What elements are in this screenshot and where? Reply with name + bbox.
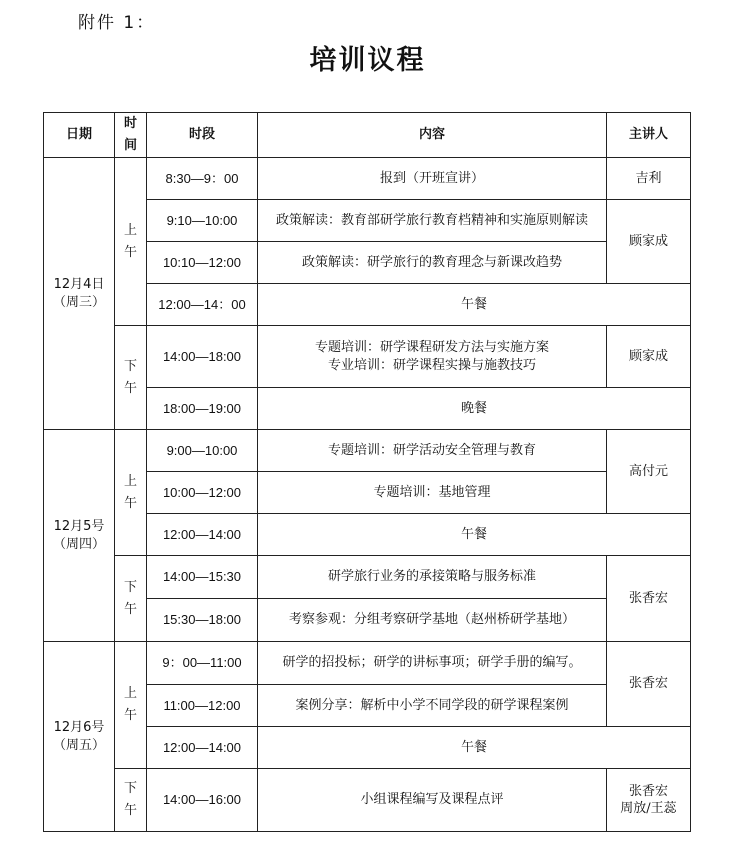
- table-row: [44, 430, 691, 472]
- slot-cell: 8:30—9：00: [147, 158, 258, 200]
- attachment-label: 附件 1：: [78, 13, 156, 33]
- day2-am: 上午: [115, 430, 147, 556]
- content-cell: 案例分享：解析中小学不同学段的研学课程案例: [258, 685, 607, 727]
- meal-cell: 午餐: [258, 514, 691, 556]
- content-cell: 专题培训：研学课程研发方法与实施方案 专业培训：研学课程实操与施教技巧: [258, 326, 607, 388]
- speaker-cell: 张香宏: [607, 642, 691, 727]
- content-cell: 小组课程编写及课程点评: [258, 769, 607, 832]
- day3-am: 上午: [115, 642, 147, 769]
- day2-pm: 下午: [115, 556, 147, 642]
- content-cell: 政策解读：研学旅行的教育理念与新课改趋势: [258, 242, 607, 284]
- content-cell: 研学旅行业务的承接策略与服务标准: [258, 556, 607, 599]
- slot-cell: 9:00—10:00: [147, 430, 258, 472]
- table-row: [44, 556, 691, 599]
- day3-pm: 下午: [115, 769, 147, 832]
- content-cell: 专题培训：研学活动安全管理与教育: [258, 430, 607, 472]
- content-cell: 政策解读：教育部研学旅行教育档精神和实施原则解读: [258, 200, 607, 242]
- header-row: [44, 113, 691, 158]
- header-half: 时间: [115, 113, 147, 158]
- slot-cell: 12:00—14:00: [147, 727, 258, 769]
- slot-cell: 9:10—10:00: [147, 200, 258, 242]
- slot-cell: 10:00—12:00: [147, 472, 258, 514]
- content-cell: 研学的招投标；研学的讲标事项；研学手册的编写。: [258, 642, 607, 685]
- header-slot: 时段: [147, 113, 258, 158]
- header-content: 内容: [258, 113, 607, 158]
- table-row: [44, 642, 691, 685]
- day1-date: 12月4日 （周三）: [44, 158, 115, 430]
- slot-cell: 9：00—11:00: [147, 642, 258, 685]
- slot-cell: 12:00—14：00: [147, 284, 258, 326]
- slot-cell: 12:00—14:00: [147, 514, 258, 556]
- header-speaker: 主讲人: [607, 113, 691, 158]
- slot-cell: 18:00—19:00: [147, 388, 258, 430]
- agenda-table: [43, 112, 691, 832]
- day3-date: 12月6号 （周五）: [44, 642, 115, 832]
- table-row: [44, 326, 691, 388]
- header-date: 日期: [44, 113, 115, 158]
- day1-am: 上午: [115, 158, 147, 326]
- content-cell: 报到（开班宣讲）: [258, 158, 607, 200]
- table-row: [44, 158, 691, 200]
- page-title: 培训议程: [309, 45, 426, 76]
- slot-cell: 14:00—18:00: [147, 326, 258, 388]
- slot-cell: 10:10—12:00: [147, 242, 258, 284]
- slot-cell: 11:00—12:00: [147, 685, 258, 727]
- slot-cell: 14:00—16:00: [147, 769, 258, 832]
- content-cell: 专题培训：基地管理: [258, 472, 607, 514]
- speaker-cell: 张香宏: [607, 556, 691, 642]
- meal-cell: 午餐: [258, 727, 691, 769]
- slot-cell: 15:30—18:00: [147, 599, 258, 642]
- speaker-cell: 张香宏 周放/王蕊: [607, 769, 691, 832]
- speaker-cell: 顾家成: [607, 200, 691, 284]
- speaker-cell: 吉利: [607, 158, 691, 200]
- content-cell: 考察参观：分组考察研学基地（赵州桥研学基地）: [258, 599, 607, 642]
- meal-cell: 晚餐: [258, 388, 691, 430]
- slot-cell: 14:00—15:30: [147, 556, 258, 599]
- day1-pm: 下午: [115, 326, 147, 430]
- day2-date: 12月5号 （周四）: [44, 430, 115, 642]
- table-row: [44, 769, 691, 832]
- speaker-cell: 顾家成: [607, 326, 691, 388]
- speaker-cell: 高付元: [607, 430, 691, 514]
- meal-cell: 午餐: [258, 284, 691, 326]
